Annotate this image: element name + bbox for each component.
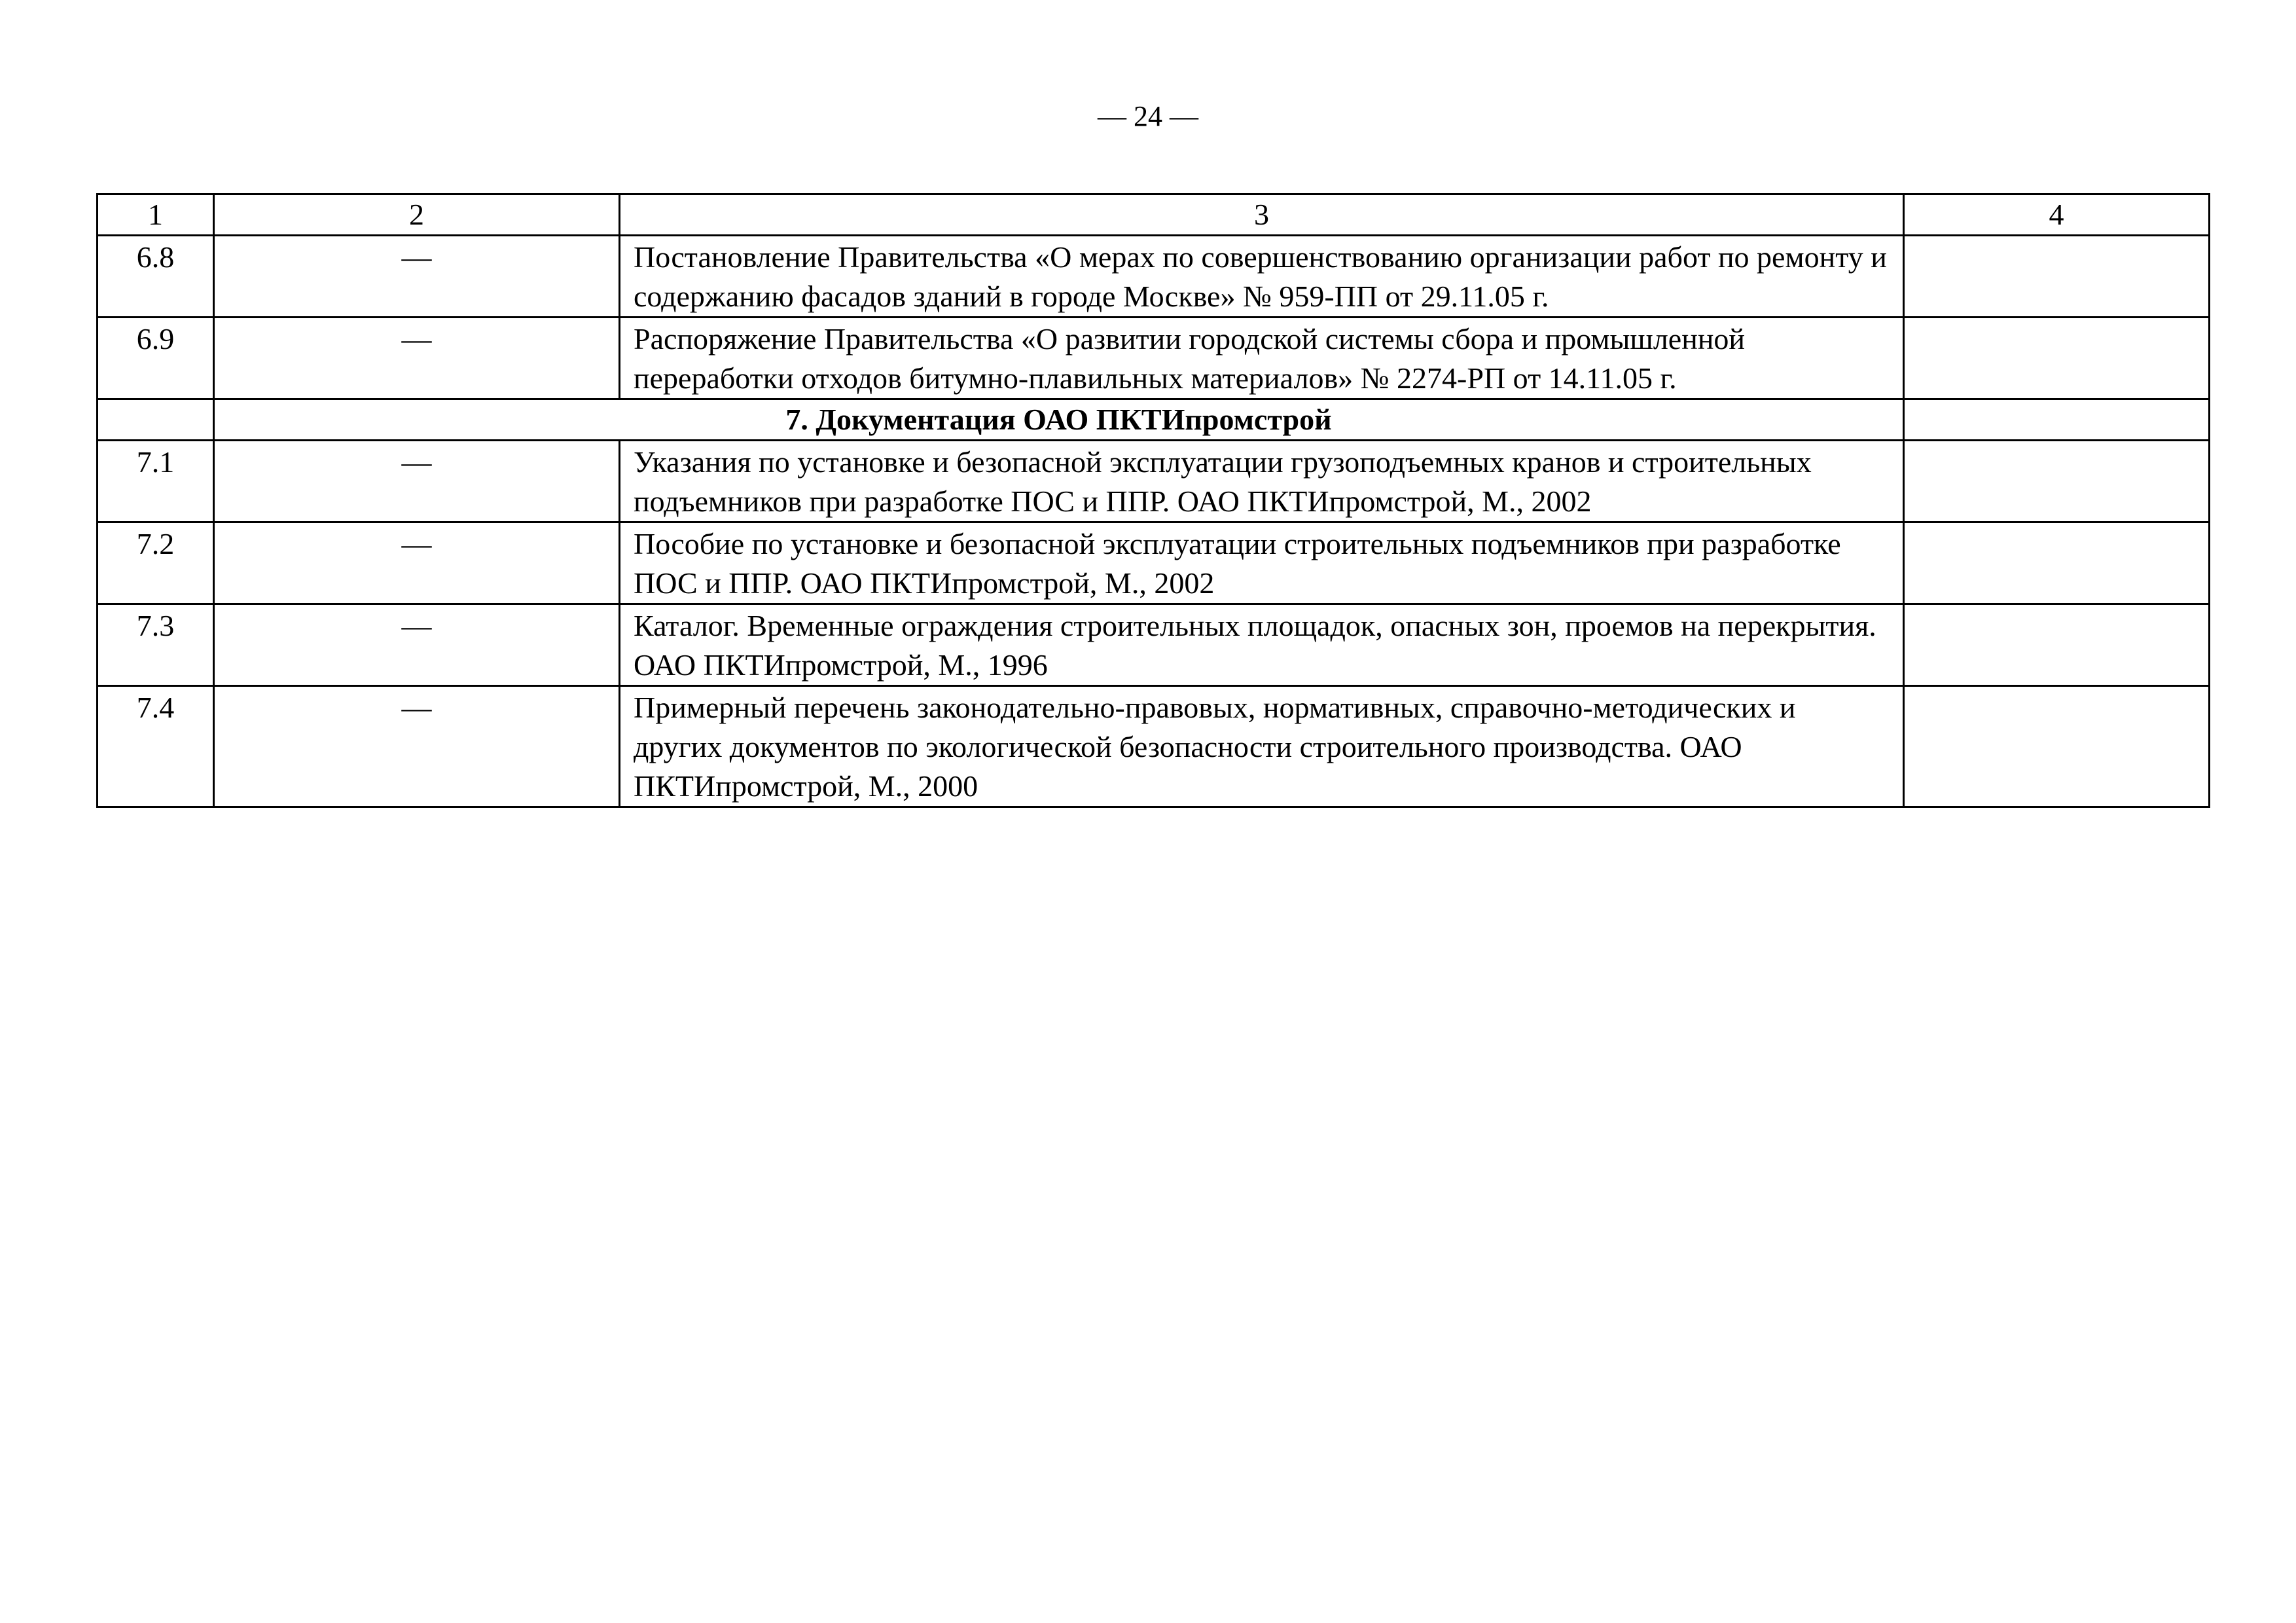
row-number: 7.1 xyxy=(98,441,214,522)
table-row xyxy=(98,318,2210,399)
row-document-title: Указания по установке и безопасной эксплуатации грузоподъемных кранов и строительных подъемников при разработке ПОС и ППР. ОАО ПКТИпромстрой, М., 2002 xyxy=(620,441,1904,522)
row-code: — xyxy=(214,686,620,807)
column-header-1: 1 xyxy=(98,194,214,236)
column-header-2: 2 xyxy=(214,194,620,236)
row-document-title: Каталог. Временные ограждения строительных площадок, опасных зон, проемов на перекрытия. ОАО ПКТИпромстрой, М., 1996 xyxy=(620,604,1904,686)
table-header-row xyxy=(98,194,2210,236)
page-number: — 24 — xyxy=(1098,100,1198,132)
table-row xyxy=(98,441,2210,522)
row-number: 7.3 xyxy=(98,604,214,686)
section-title: 7. Документация ОАО ПКТИпромстрой xyxy=(214,399,1904,441)
row-note xyxy=(1904,686,2210,807)
row-number: 7.2 xyxy=(98,522,214,604)
row-note xyxy=(1904,441,2210,522)
row-note xyxy=(1904,236,2210,318)
documents-table xyxy=(96,193,2210,808)
section-empty-cell xyxy=(1904,399,2210,441)
row-document-title: Примерный перечень законодательно-правовых, нормативных, справочно-методических и других документов по экологической безопасности строительного производства. ОАО ПКТИпромстрой, М., 2000 xyxy=(620,686,1904,807)
row-note xyxy=(1904,318,2210,399)
row-code: — xyxy=(214,318,620,399)
row-code: — xyxy=(214,236,620,318)
row-code: — xyxy=(214,522,620,604)
row-number: 6.8 xyxy=(98,236,214,318)
section-heading-row xyxy=(98,399,2210,441)
row-document-title: Пособие по установке и безопасной эксплуатации строительных подъемников при разработке ПОС и ППР. ОАО ПКТИпромстрой, М., 2002 xyxy=(620,522,1904,604)
table-row xyxy=(98,522,2210,604)
row-code: — xyxy=(214,441,620,522)
row-code: — xyxy=(214,604,620,686)
row-note xyxy=(1904,604,2210,686)
row-note xyxy=(1904,522,2210,604)
row-document-title: Распоряжение Правительства «О развитии городской системы сбора и промышленной переработки отходов битумно-плавильных материалов» № 2274-РП от 14.11.05 г. xyxy=(620,318,1904,399)
table-row xyxy=(98,236,2210,318)
table-row xyxy=(98,686,2210,807)
row-number: 7.4 xyxy=(98,686,214,807)
row-number: 6.9 xyxy=(98,318,214,399)
row-document-title: Постановление Правительства «О мерах по совершенствованию организации работ по ремонту и содержанию фасадов зданий в городе Москве» № 959-ПП от 29.11.05 г. xyxy=(620,236,1904,318)
column-header-4: 4 xyxy=(1904,194,2210,236)
column-header-3: 3 xyxy=(620,194,1904,236)
table-row xyxy=(98,604,2210,686)
section-empty-cell xyxy=(98,399,214,441)
